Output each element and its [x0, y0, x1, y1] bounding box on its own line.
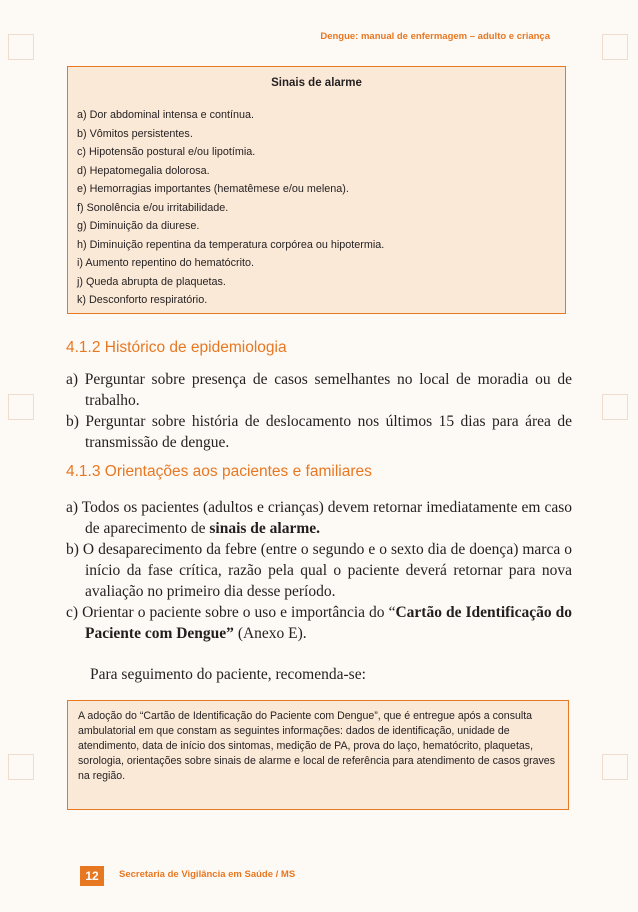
guidance-c-text: c) Orientar o paciente sobre o uso e importância do “ — [66, 604, 396, 621]
epidemiology-list — [66, 369, 572, 453]
decorative-square — [602, 34, 628, 60]
footer-text: Secretaria de Vigilância em Saúde / MS — [119, 869, 296, 880]
alarm-item: d) Hepatomegalia dolorosa. — [77, 164, 210, 177]
decorative-square — [602, 754, 628, 780]
alarm-item: f) Sonolência e/ou irritabilidade. — [77, 201, 229, 214]
recommendation-text: Para seguimento do paciente, recomenda-se: — [90, 666, 366, 683]
guidance-item-b: b) O desaparecimento da febre (entre o segundo e o sexto dia de doença) marca o início da fase crítica, razão pela qual o paciente deverá retornar para nova avaliação no primeiro dia desse período. — [66, 541, 572, 600]
guidance-item-c — [66, 602, 572, 644]
card-info-box: A adoção do “Cartão de Identificação do Paciente com Dengue”, que é entregue após a consulta ambulatorial em que constam as seguintes informações: dados de identificação, unidade de atendimento, data de início dos sintomas, medição de PA, prova do laço, hematócrito, plaquetas, sorologia, orientações sobre sinais de alarme e local de referência para atendimento de casos graves na região. — [67, 700, 569, 810]
guidance-a-text: a) Todos os pacientes (adultos e crianças) devem retornar imediatamente em caso de aparecimento de — [66, 499, 572, 537]
alarm-item: h) Diminuição repentina da temperatura corpórea ou hipotermia. — [77, 238, 385, 251]
alarm-title: Sinais de alarme — [271, 77, 362, 89]
alarm-item: c) Hipotensão postural e/ou lipotímia. — [77, 146, 256, 158]
alarm-item: i) Aumento repentino do hematócrito. — [77, 257, 255, 269]
section-title-guidance: 4.1.3 Orientações aos pacientes e familiares — [66, 463, 372, 480]
decorative-square — [602, 394, 628, 420]
alarm-item: j) Queda abrupta de plaquetas. — [77, 275, 226, 288]
running-header: Dengue: manual de enfermagem – adulto e criança — [320, 31, 550, 42]
guidance-c-end: (Anexo E). — [233, 625, 307, 642]
alarm-item: k) Desconforto respiratório. — [77, 294, 208, 306]
page-number: 12 — [80, 866, 104, 886]
alarm-item: g) Diminuição da diurese. — [77, 220, 200, 232]
guidance-a-bold: sinais de alarme. — [209, 520, 321, 537]
alarm-list — [77, 106, 384, 310]
decorative-square — [8, 34, 34, 60]
guidance-list — [66, 497, 572, 644]
section-title-epidemiology: 4.1.2 Histórico de epidemiologia — [66, 339, 287, 356]
decorative-square — [8, 394, 34, 420]
alarm-item: e) Hemorragias importantes (hematêmese e/ou melena). — [77, 183, 349, 195]
alarm-signs-box — [67, 66, 566, 314]
alarm-item: b) Vômitos persistentes. — [77, 127, 193, 140]
guidance-item-a — [66, 497, 572, 539]
epidemiology-item: b) Perguntar sobre história de deslocamento nos últimos 15 dias para área de transmissão de dengue. — [66, 413, 572, 451]
alarm-item: a) Dor abdominal intensa e contínua. — [77, 109, 255, 121]
decorative-square — [8, 754, 34, 780]
guidance-c-bold: Cartão de Identificação do Paciente com Dengue” — [85, 604, 573, 642]
epidemiology-item: a) Perguntar sobre presença de casos semelhantes no local de moradia ou de trabalho. — [66, 371, 572, 409]
